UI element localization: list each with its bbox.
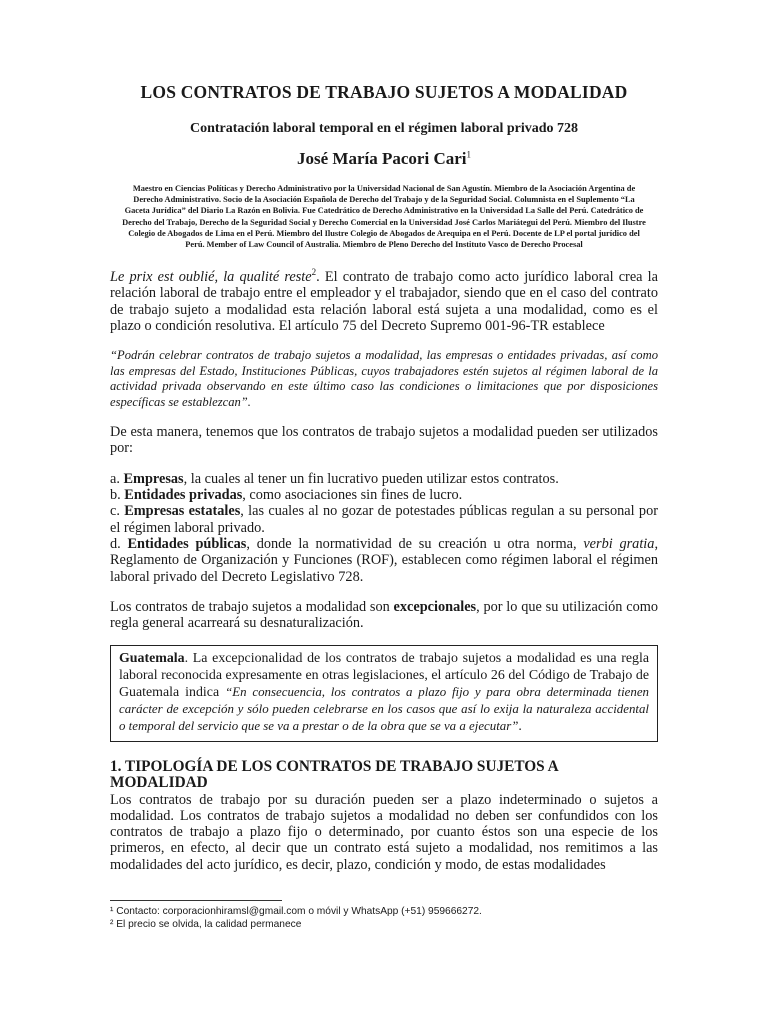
intro-paragraph <box>110 264 658 334</box>
author-name-text: José María Pacori Cari <box>297 149 467 168</box>
footnotes <box>110 900 658 932</box>
list-text: , las cuales al no gozar de potestades públicas regulan a su personal por el régimen laboral privado. <box>110 503 658 536</box>
list-item <box>110 471 658 487</box>
entity-list <box>110 471 658 585</box>
list-marker: d. <box>110 535 128 552</box>
box-quote: “En consecuencia, los contratos a plazo fijo y para obra determinada tienen carácter de excepción y sólo pueden celebrarse en los casos que así lo exija la naturaleza accidental o temporal del servicio que se va a prestar o de la obra que se va a ejecutar” <box>119 684 650 733</box>
list-marker: b. <box>110 487 125 504</box>
exceptional-bold: excepcionales <box>393 598 477 615</box>
list-term: Entidades públicas <box>127 535 247 552</box>
guatemala-box <box>110 645 658 741</box>
author-bio: Maestro en Ciencias Políticas y Derecho Administrativo por la Universidad Nacional de San Agustín. Miembro de la Asociación Argentina de Derecho Administrativo. Socio de la Asociación Española de Derecho del Trabajo y de la Seguridad Social. Columnista en el Suplemento “La Gaceta Jurídica” del Diario La Razón en Bolivia. Fue Catedrático de Derecho Administrativo en la Universidad La Salle del Perú. Catedrático de Derecho del Trabajo, Derecho de la Seguridad Social y Derecho Comercial en la Universidad José Carlos Mariátegui del Perú. Miembro del Ilustre Colegio de Abogados de Lima en el Perú. Miembro del Ilustre Colegio de Abogados de Arequipa en el Perú. Docente de LP el portal jurídico del Perú. Member of Law Council of Australia. Miembro de Pleno Derecho del Instituto Vasco de Derecho Procesal <box>122 184 646 250</box>
list-term: Empresas <box>123 470 184 487</box>
list-item <box>110 536 658 585</box>
list-marker: c. <box>110 503 125 520</box>
footnote-divider <box>110 900 282 901</box>
exceptional-after: , por lo que su utilización como regla general acarreará su desnaturalización. <box>110 598 658 632</box>
footnote-2: ² El precio se olvida, la calidad permanece <box>110 919 302 931</box>
document-subtitle: Contratación laboral temporal en el régimen laboral privado 728 <box>189 121 579 136</box>
list-marker: a. <box>110 470 124 487</box>
section-heading: 1. TIPOLOGÍA DE LOS CONTRATOS DE TRABAJO SUJETOS A MODALIDAD <box>110 757 558 792</box>
list-item <box>110 487 658 503</box>
box-term: Guatemala <box>119 651 185 667</box>
list-term: Entidades privadas <box>124 487 243 504</box>
list-text: , Reglamento de Organización y Funciones (ROF), establecen como régimen laboral el régimen laboral privado del Decreto Legislativo 728. <box>110 535 659 585</box>
list-term: Empresas estatales <box>124 503 241 520</box>
document-title: LOS CONTRATOS DE TRABAJO SUJETOS A MODALIDAD <box>140 82 628 102</box>
legal-quote: “Podrán celebrar contratos de trabajo sujetos a modalidad, las empresas o entidades privadas, así como las empresas del Estado, Instituciones Públicas, cuyos trabajadores estén sujetos al régimen laboral de la actividad privada observando en este último caso las condiciones o limitaciones que por disposiciones específicas se establezcan”. <box>110 348 658 409</box>
uses-paragraph: De esta manera, tenemos que los contratos de trabajo sujetos a modalidad pueden ser utilizados por: <box>110 424 658 457</box>
footnote-ref-2[interactable]: 2 <box>311 267 317 278</box>
guatemala-paragraph <box>119 651 649 734</box>
list-item <box>110 503 658 536</box>
epigraph: Le prix est oublié, la qualité reste <box>110 268 312 285</box>
list-text: , donde la normatividad de su creación u otra norma, <box>246 535 584 552</box>
box-text: . La excepcionalidad de los contratos de trabajo sujetos a modalidad es una regla laboral reconocida expresamente en otras legislaciones, el artículo 26 del Código de Trabajo de Guatemala indica <box>119 651 649 700</box>
list-italic: verbi gratia <box>583 535 655 552</box>
exceptional-before: Los contratos de trabajo sujetos a modalidad son <box>110 598 394 615</box>
author-name <box>110 149 658 169</box>
footnote-1: ¹ Contacto: corporacionhiramsl@gmail.com o móvil y WhatsApp (+51) 959666272. <box>110 906 482 917</box>
list-text: , como asociaciones sin fines de lucro. <box>242 487 463 504</box>
section-paragraph: Los contratos de trabajo por su duración pueden ser a plazo indeterminado o sujetos a modalidad. Los contratos de trabajo sujetos a modalidad no deben ser confundidos con los contratos de trabajo a plazo fijo o determinado, por cuanto éstos son una especie de los primeros, en efecto, al decir que un contrato está sujeto a modalidad, nos remitimos a las modalidades del acto jurídico, es decir, plazo, condición y modo, de estas modalidades <box>110 791 658 873</box>
footnote-ref-1[interactable]: 1 <box>466 149 471 160</box>
box-end: . <box>518 718 522 734</box>
exceptional-paragraph <box>110 599 658 632</box>
document-page <box>110 82 658 873</box>
intro-text: . El contrato de trabajo como acto jurídico laboral crea la relación laboral de trabajo entre el empleador y el trabajador, siendo que en el caso del contrato de trabajo sujeto a modalidad esta relación laboral está sujeta a una modalidad, como es el plazo o condición resolutiva. El artículo 75 del Decreto Supremo 001-96-TR establece <box>110 268 659 334</box>
list-text: , la cuales al tener un fin lucrativo pueden utilizar estos contratos. <box>183 470 559 487</box>
